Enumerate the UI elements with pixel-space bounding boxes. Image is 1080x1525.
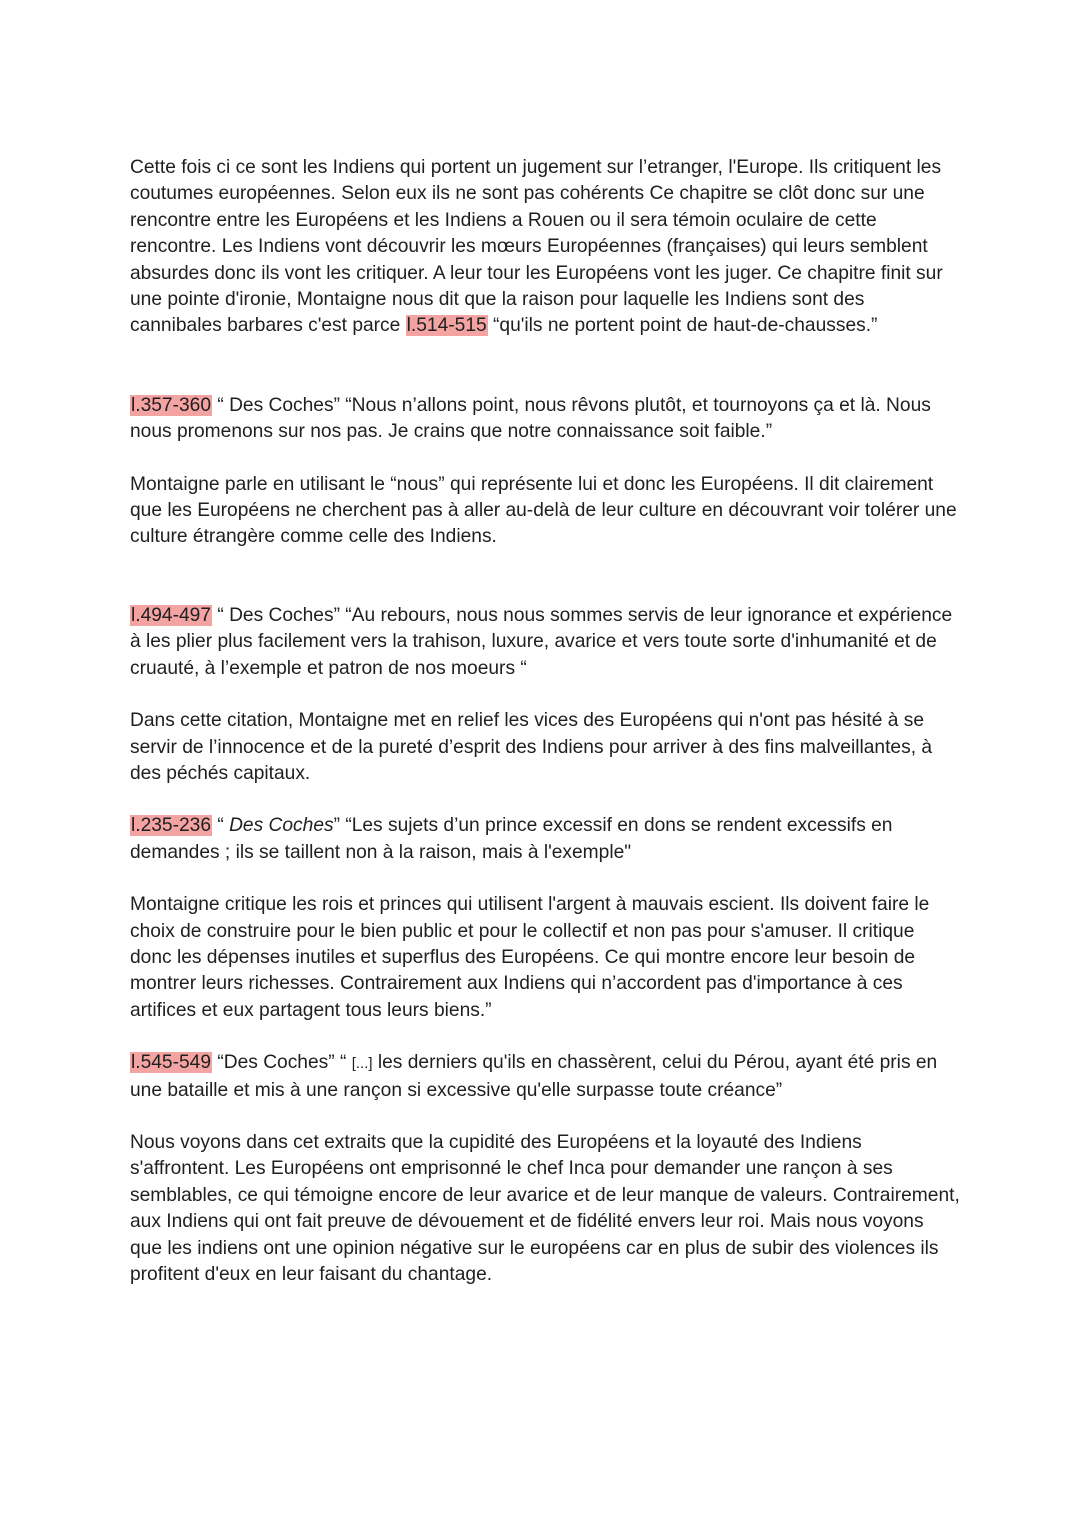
paragraph-intro <box>130 155 960 340</box>
commentary-paragraph <box>130 472 960 551</box>
line-reference-highlight: l.514-515 <box>406 315 487 337</box>
quote-text: les derniers qu'ils en chassèrent, celui du Pérou, ayant été pris en une bataille et mis à une rançon si excessive qu'elle surpasse toute créance” <box>130 1052 938 1101</box>
quote-prefix: “Des Coches” “ <box>212 1052 352 1074</box>
paragraph-intro-text-b: “qu'ils ne portent point de haut-de-chausses.” <box>487 315 878 337</box>
line-reference-highlight: l.545-549 <box>131 1052 212 1074</box>
quote-prefix: “ <box>212 815 230 837</box>
ellipsis-mark: [...] <box>351 1055 373 1073</box>
document-page <box>130 155 960 1288</box>
work-title: Des Coches <box>229 815 334 837</box>
commentary-paragraph <box>130 892 960 1024</box>
line-reference-highlight: l.235-236 <box>131 815 212 837</box>
line-reference-highlight: l.494-497 <box>131 604 212 626</box>
commentary-text: Montaigne parle en utilisant le “nous” qui représente lui et donc les Européens. Il dit clairement que les Européens ne cherchent pas à aller au-delà de leur culture en découvrant voir tolérer une culture étrangère comme celle des Indiens. <box>130 473 957 548</box>
quote-paragraph <box>130 603 960 682</box>
commentary-text: Dans cette citation, Montaigne met en relief les vices des Européens qui n'ont pas hésité à se servir de l’innocence et de la pureté d’esprit des Indiens pour arriver à des fins malveillantes, à des péchés capitaux. <box>130 710 933 784</box>
quote-paragraph <box>130 813 960 866</box>
commentary-paragraph <box>130 1130 960 1288</box>
commentary-paragraph <box>130 708 960 787</box>
line-reference-highlight: l.357-360 <box>131 394 212 416</box>
quote-text: ” “Les sujets d’un prince excessif en dons se rendent excessifs en demandes ; ils se taillent non à la raison, mais à l'exemple" <box>130 815 893 863</box>
commentary-text: Montaigne critique les rois et princes qui utilisent l'argent à mauvais escient. Ils doivent faire le choix de construire pour le bien public et pour le collectif et non pas pour s'amuser. Il critique donc les dépenses inutiles et superflus des Européens. Ce qui montre encore leur besoin de montrer leurs richesses. Contrairement aux Indiens qui n’accordent pas d'importance à ces artifices et eux partagent tous leurs biens.” <box>130 894 930 1021</box>
quote-paragraph <box>130 393 960 446</box>
quote-paragraph <box>130 1050 960 1104</box>
quote-text: “ Des Coches” “Au rebours, nous nous sommes servis de leur ignorance et expérience à les plier plus facilement vers la trahison, luxure, avarice et vers toute sorte d'inhumanité et de cruauté, à l’exemple et patron de nos moeurs “ <box>130 604 953 679</box>
quote-text: “ Des Coches” “Nous n’allons point, nous rêvons plutôt, et tournoyons ça et là. Nous nous promenons sur nos pas. Je crains que notre connaissance soit faible.” <box>130 394 931 443</box>
commentary-text: Nous voyons dans cet extraits que la cupidité des Européens et la loyauté des Indiens s'affrontent. Les Européens ont emprisonné le chef Inca pour demander une rançon à ses semblables, ce qui témoigne encore de leur avarice et de leur manque de valeurs. Contrairement, aux Indiens qui ont fait preuve de dévouement et de fidélité envers leur roi. Mais nous voyons que les indiens ont une opinion négative sur le européens car en plus de subir des violences ils profitent d'eux en leur faisant du chantage. <box>130 1131 960 1285</box>
paragraph-intro-text-a: Cette fois ci ce sont les Indiens qui portent un jugement sur l’etranger, l'Europe. Ils critiquent les coutumes européennes. Selon eux ils ne sont pas cohérents Ce chapitre se clôt donc sur une rencontre entre les Européens et les Indiens a Rouen ou il sera témoin oculaire de cette rencontre. Les Indiens vont découvrir les mœurs Européennes (françaises) qui leurs semblent absurdes donc ils vont les critiquer. A leur tour les Européens vont les juger. Ce chapitre finit sur une pointe d'ironie, Montaigne nous dit que la raison pour laquelle les Indiens sont des cannibales barbares c'est parce <box>130 157 943 337</box>
